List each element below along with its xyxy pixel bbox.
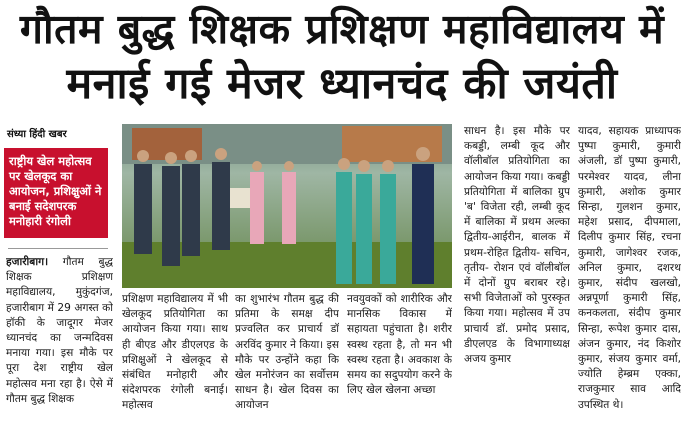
article-column-3: का शुभारंभ गौतम बुद्ध की प्रतिमा के समक्ष दीप प्रज्वलित कर प्राचार्य डॉ अरविंद कुमार ने किया। इस मौके पर उन्होंने कहा कि खेल मनोरंजन का सर्वोत्तम साधन है। खेल दिवस का आयोजन xyxy=(235,293,339,412)
article-column-1 xyxy=(6,255,113,415)
dateline: हजारीबाग। xyxy=(6,256,49,268)
headline-line-1: गौतम बुद्ध शिक्षक प्रशिक्षण महाविद्यालय में xyxy=(19,5,665,53)
group-photo-illustration xyxy=(122,124,452,288)
event-photo xyxy=(122,124,452,288)
highlight-box: राष्ट्रीय खेल महोत्सव पर खेलकूद का आयोजन, प्रशिक्षुओं ने बनाई सदेशपरक मनोहारी रंगोली xyxy=(4,148,108,238)
article-column-4: नवयुवकों को शारीरिक और मानसिक विकास में सहायता पहुंचाता है। शरीर स्वस्थ रहता है, तो मन भी स्वस्थ रहता है। अवकाश के समय का सदुपयोग करने के लिए खेल खेलना अच्छा xyxy=(347,293,452,397)
headline-line-2: मनाई गई मेजर ध्यानचंद की जयंती xyxy=(66,59,618,109)
source-label: संध्या हिंदी खबर xyxy=(7,129,67,140)
article-column-2: प्रशिक्षण महाविद्यालय में भी खेलकूद प्रतियोगिता का आयोजन किया गया। साथ ही बीएड और डीएलएड के प्रशिक्षुओं ने खेलकूद से संबंधित मनोहारी और संदेशपरक रंगोली बनाई। महोत्सव xyxy=(122,293,228,412)
article-column-5: साधन है। इस मौके पर कबड्डी, लम्बी कूद और वॉलीबॉल प्रतियोगिता का आयोजन किया गया। कबड्डी प्रतियोगिता में बालिका ग्रुप 'ब' विजेता रही, लम्बी कूद में बालिका में प्रथम अल्का द्वितीय-आईरीन, बालक में प्रथम-रोहित द्वितीय- सचिन, तृतीय- रोशन एवं वॉलीबॉल में दोनों ग्रुप बराबर रहे। सभी विजेताओं को पुरस्कृत किया गया। महोत्सव में उप प्राचार्य डॉ. प्रमोद प्रसाद, डीएलएड के विभागाध्यक्ष अजय कुमार xyxy=(464,125,570,366)
column-1-text: गौतम बुद्ध शिक्षक प्रशिक्षण महाविद्यालय, मुकुंदगंज, हजारीबाग में 29 अगस्त को हॉकी के जादूगर मेजर ध्यानचंद का जन्मदिवस मनाया गया। इस मौके पर पूरा देश राष्ट्रीय खेल महोत्सव मना रहा है। ऐसे में गौतम बुद्ध शिक्षक xyxy=(6,256,113,405)
column-divider xyxy=(8,248,108,249)
article-column-6: यादव, सहायक प्राध्यापक पुष्पा कुमारी, कुमारी अंजली, डॉ पुष्पा कुमारी, परमेश्वर यादव, लीना कुमारी, अशोक कुमार सिन्हा, गुलशन कुमार, महेश प्रसाद, दीपमाला, दिलीप कुमार सिंह, रचना कुमारी, जागेश्वर रजक, अनिल कुमार, दशरथ कुमार, संदीप खलखो, अन्नपूर्णा कुमारी सिंह, कनकलता, संदीप कुमार सिन्हा, रूपेश कुमार दास, अंजन कुमार, नंद किशोर कुमार, संजय कुमार वर्मा, ज्योति हेम्ब्रम एक्का, राजकुमार साव आदि उपस्थित थे। xyxy=(578,125,681,411)
